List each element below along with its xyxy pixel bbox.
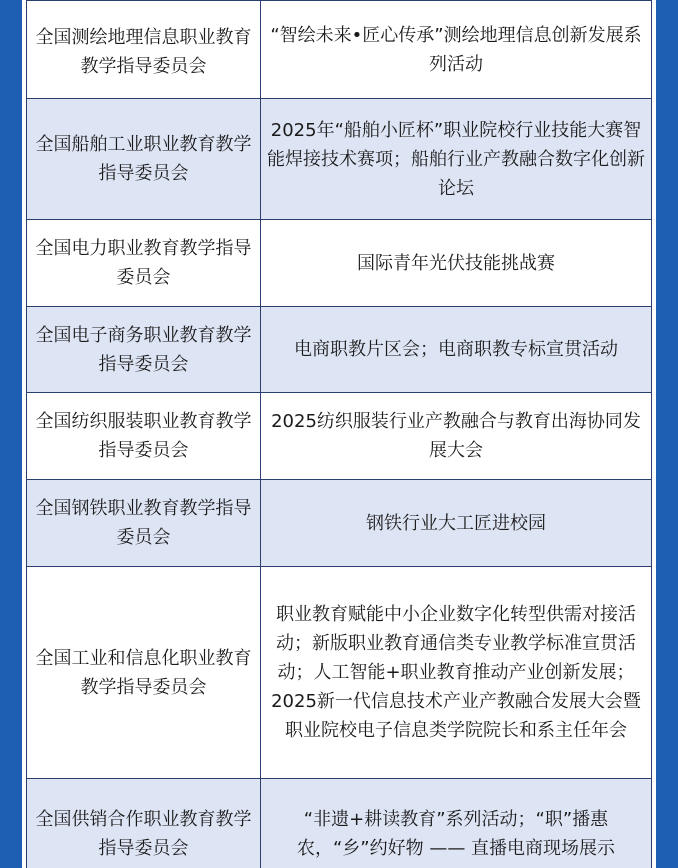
table-row [27,393,652,480]
table-row [27,567,652,779]
org-cell: 全国钢铁职业教育教学指导委员会 [27,480,261,567]
activity-cell: 2025年“船舶小匠杯”职业院校行业技能大赛智能焊接技术赛项；船舶行业产教融合数字化创新论坛 [261,99,652,220]
table-row [27,220,652,307]
activity-cell: “非遗+耕读教育”系列活动；“职”播惠农，“乡”约好物 —— 直播电商现场展示 [261,779,652,868]
activity-cell: 电商职教片区会；电商职教专标宣贯活动 [261,307,652,393]
activity-table [26,0,652,868]
table-frame [22,0,656,868]
org-cell: 全国电子商务职业教育教学指导委员会 [27,307,261,393]
activity-cell: 国际青年光伏技能挑战赛 [261,220,652,307]
org-cell: 全国供销合作职业教育教学指导委员会 [27,779,261,868]
activity-cell: 职业教育赋能中小企业数字化转型供需对接活动；新版职业教育通信类专业教学标准宣贯活动；人工智能+职业教育推动产业创新发展；2025新一代信息技术产业产教融合发展大会暨职业院校电子信息类学院院长和系主任年会 [261,567,652,779]
table-row [27,307,652,393]
org-cell: 全国船舶工业职业教育教学指导委员会 [27,99,261,220]
org-cell: 全国电力职业教育教学指导委员会 [27,220,261,307]
table-row [27,779,652,868]
table-row [27,99,652,220]
table-row [27,480,652,567]
org-cell: 全国纺织服装职业教育教学指导委员会 [27,393,261,480]
org-cell: 全国测绘地理信息职业教育教学指导委员会 [27,1,261,99]
table-row [27,1,652,99]
activity-cell: 钢铁行业大工匠进校园 [261,480,652,567]
activity-cell: 2025纺织服装行业产教融合与教育出海协同发展大会 [261,393,652,480]
activity-cell: “智绘未来•匠心传承”测绘地理信息创新发展系列活动 [261,1,652,99]
org-cell: 全国工业和信息化职业教育教学指导委员会 [27,567,261,779]
